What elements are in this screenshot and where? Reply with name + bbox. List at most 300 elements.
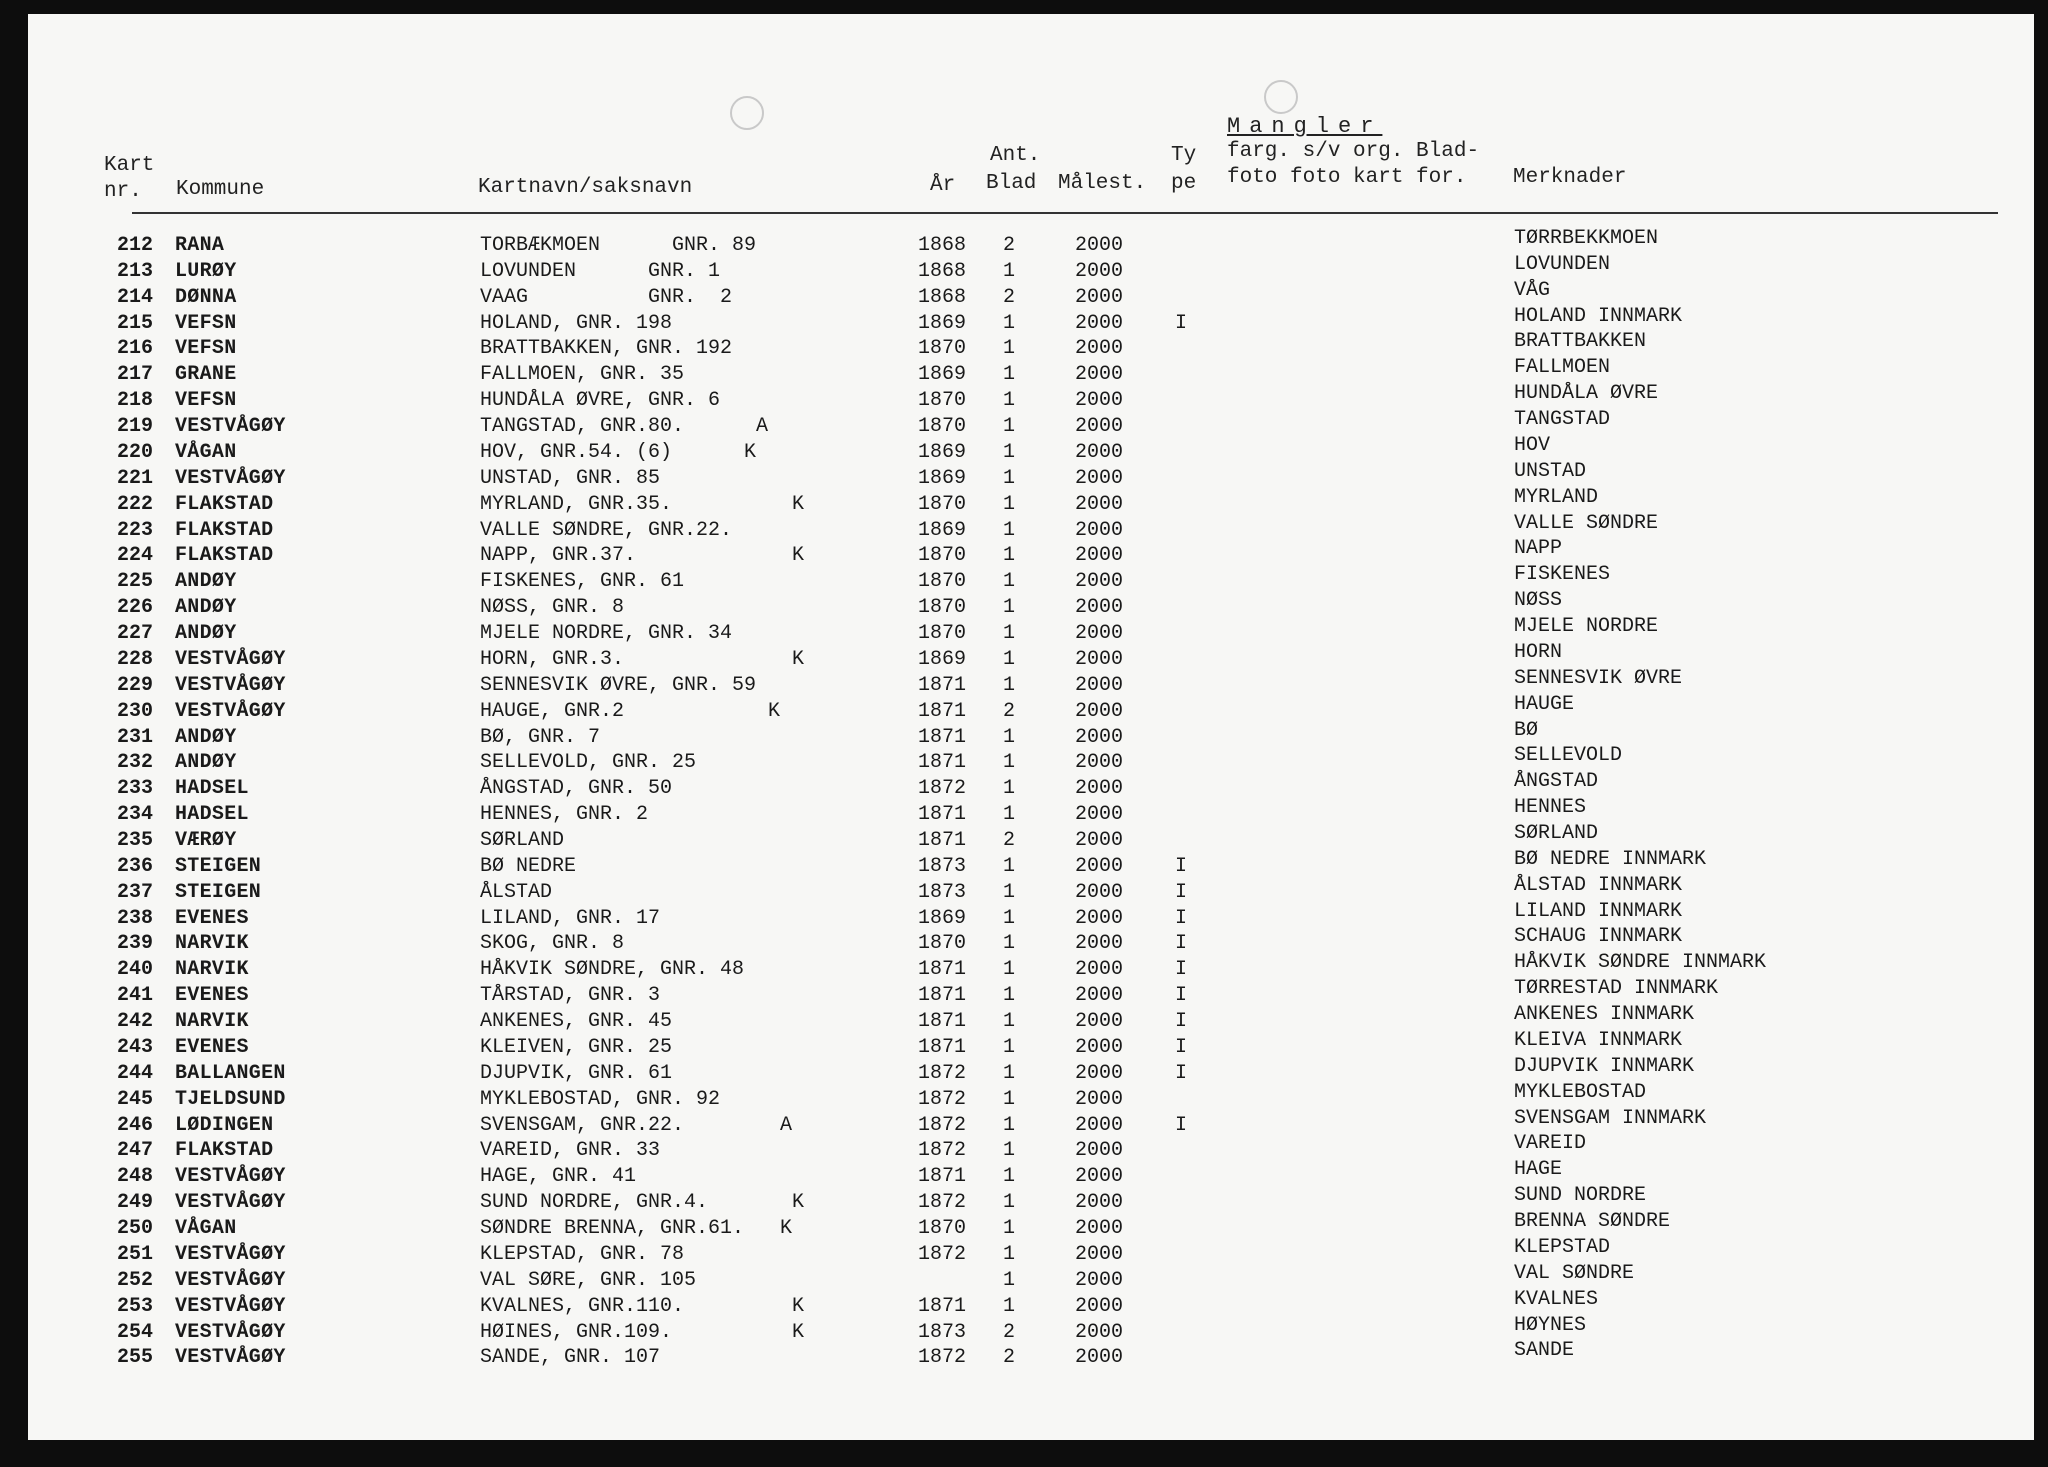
kartnavn-cell: SANDE, GNR. 107 bbox=[480, 1346, 661, 1370]
header-ant: Ant. bbox=[990, 144, 1041, 167]
kommune-cell: STEIGEN bbox=[175, 880, 262, 904]
year-cell: 1869 bbox=[918, 518, 967, 542]
malestokk-cell: 2000 bbox=[1075, 596, 1124, 620]
kartnavn-cell: MYKLEBOSTAD, GNR. 92 bbox=[480, 1087, 721, 1111]
type-cell: I bbox=[1175, 880, 1188, 904]
malestokk-cell: 2000 bbox=[1075, 1087, 1124, 1111]
malestokk-cell: 2000 bbox=[1075, 854, 1124, 878]
blad-cell: 1 bbox=[1003, 958, 1016, 982]
malestokk-cell: 2000 bbox=[1075, 777, 1124, 801]
kartnavn-cell: LILAND, GNR. 17 bbox=[480, 906, 661, 930]
merknad-cell: NØSS bbox=[1514, 589, 1563, 613]
kommune-cell: NARVIK bbox=[175, 1010, 249, 1034]
kommune-cell: NARVIK bbox=[175, 932, 249, 956]
kartnavn-cell: UNSTAD, GNR. 85 bbox=[480, 466, 661, 490]
blad-cell: 1 bbox=[1003, 1061, 1016, 1085]
kartnavn-cell: MJELE NORDRE, GNR. 34 bbox=[480, 622, 733, 646]
merknad-cell: MYRLAND bbox=[1514, 485, 1599, 509]
merknad-cell: FALLMOEN bbox=[1514, 356, 1611, 380]
table-row bbox=[28, 615, 2034, 648]
table-row bbox=[28, 1106, 2034, 1140]
malestokk-cell: 2000 bbox=[1075, 259, 1124, 283]
merknad-cell: HOV bbox=[1514, 433, 1551, 457]
year-cell: 1872 bbox=[918, 1061, 967, 1085]
malestokk-cell: 2000 bbox=[1075, 440, 1124, 464]
header-kart: Kart bbox=[104, 154, 155, 177]
kommune-cell: LØDINGEN bbox=[175, 1113, 274, 1137]
blad-cell: 1 bbox=[1003, 363, 1016, 387]
merknad-cell: TØRRBEKKMOEN bbox=[1514, 227, 1659, 250]
merknad-cell: BRENNA SØNDRE bbox=[1514, 1210, 1671, 1234]
kommune-cell: EVENES bbox=[175, 984, 249, 1008]
year-cell: 1868 bbox=[918, 259, 967, 283]
blad-cell: 1 bbox=[1003, 984, 1016, 1008]
kart-number: 253 bbox=[117, 1294, 154, 1318]
type-cell: I bbox=[1175, 958, 1188, 982]
kartnavn-cell: BØ, GNR. 7 bbox=[480, 725, 601, 749]
header-aar: År bbox=[930, 174, 956, 197]
kart-number: 233 bbox=[117, 777, 154, 801]
kommune-cell: FLAKSTAD bbox=[175, 544, 274, 568]
malestokk-cell: 2000 bbox=[1075, 1242, 1124, 1266]
header-pe: pe bbox=[1171, 172, 1197, 195]
year-cell: 1871 bbox=[918, 751, 967, 775]
table-row bbox=[28, 692, 2034, 726]
year-cell: 1871 bbox=[918, 1294, 967, 1318]
merknad-cell: LILAND INNMARK bbox=[1514, 899, 1683, 923]
header-nr: nr. bbox=[104, 180, 142, 203]
merknad-cell: VAL SØNDRE bbox=[1514, 1261, 1635, 1285]
malestokk-cell: 2000 bbox=[1075, 725, 1124, 749]
table-row bbox=[28, 227, 2034, 260]
kommune-cell: HADSEL bbox=[175, 803, 249, 827]
malestokk-cell: 2000 bbox=[1075, 363, 1124, 387]
malestokk-cell: 2000 bbox=[1075, 285, 1124, 309]
header-kommune: Kommune bbox=[176, 178, 265, 201]
kommune-cell: VESTVÅGØY bbox=[175, 1268, 286, 1292]
kart-number: 224 bbox=[117, 544, 154, 568]
kartnavn-cell: MYRLAND, GNR.35. K bbox=[480, 492, 805, 516]
kart-number: 234 bbox=[117, 803, 154, 827]
kart-number: 231 bbox=[117, 725, 154, 749]
kartnavn-cell: VAL SØRE, GNR. 105 bbox=[480, 1268, 697, 1292]
blad-cell: 1 bbox=[1003, 1242, 1016, 1266]
malestokk-cell: 2000 bbox=[1075, 311, 1124, 335]
merknad-cell: HØYNES bbox=[1514, 1313, 1587, 1337]
kart-number: 216 bbox=[117, 337, 154, 361]
punch-hole-left bbox=[730, 96, 764, 130]
kart-number: 250 bbox=[117, 1217, 154, 1241]
blad-cell: 1 bbox=[1003, 932, 1016, 956]
kommune-cell: VEFSN bbox=[175, 311, 237, 335]
table-row bbox=[28, 1210, 2034, 1243]
kart-number: 212 bbox=[117, 234, 154, 257]
kart-number: 227 bbox=[117, 622, 154, 646]
blad-cell: 1 bbox=[1003, 518, 1016, 542]
kartnavn-cell: HAGE, GNR. 41 bbox=[480, 1165, 637, 1189]
merknad-cell: HOLAND INNMARK bbox=[1514, 304, 1683, 328]
kartnavn-cell: SUND NORDRE, GNR.4. K bbox=[480, 1191, 805, 1215]
kart-number: 219 bbox=[117, 415, 154, 439]
blad-cell: 1 bbox=[1003, 906, 1016, 930]
table-row bbox=[28, 433, 2034, 467]
kartnavn-cell: ANKENES, GNR. 45 bbox=[480, 1010, 673, 1034]
kommune-cell: VÅGAN bbox=[175, 440, 237, 464]
header-mangler: Mangler bbox=[1227, 114, 1383, 139]
kommune-cell: ANDØY bbox=[175, 725, 237, 749]
table-row bbox=[28, 873, 2034, 907]
kartnavn-cell: SKOG, GNR. 8 bbox=[480, 932, 625, 956]
kartnavn-cell: BRATTBAKKEN, GNR. 192 bbox=[480, 337, 733, 361]
kommune-cell: EVENES bbox=[175, 1035, 249, 1059]
blad-cell: 1 bbox=[1003, 415, 1016, 439]
blad-cell: 1 bbox=[1003, 337, 1016, 361]
merknad-cell: MJELE NORDRE bbox=[1514, 615, 1659, 639]
year-cell: 1870 bbox=[918, 544, 967, 568]
year-cell: 1871 bbox=[918, 1010, 967, 1034]
table-row bbox=[28, 1184, 2034, 1217]
kart-number: 228 bbox=[117, 647, 154, 671]
table-row bbox=[28, 744, 2034, 777]
kommune-cell: LURØY bbox=[175, 259, 237, 283]
malestokk-cell: 2000 bbox=[1075, 466, 1124, 490]
kommune-cell: VESTVÅGØY bbox=[175, 1346, 286, 1370]
kart-number: 244 bbox=[117, 1061, 154, 1085]
table-row bbox=[28, 511, 2034, 545]
kart-number: 230 bbox=[117, 699, 154, 723]
kommune-cell: FLAKSTAD bbox=[175, 492, 274, 516]
merknad-cell: VALLE SØNDRE bbox=[1514, 511, 1659, 535]
malestokk-cell: 2000 bbox=[1075, 1217, 1124, 1241]
table-row bbox=[28, 1287, 2034, 1321]
kart-number: 249 bbox=[117, 1191, 154, 1215]
blad-cell: 1 bbox=[1003, 1087, 1016, 1111]
type-cell: I bbox=[1175, 1113, 1188, 1137]
kartnavn-cell: VALLE SØNDRE, GNR.22. bbox=[480, 518, 733, 542]
header-blad: Blad bbox=[986, 172, 1037, 195]
kartnavn-cell: VAREID, GNR. 33 bbox=[480, 1139, 661, 1163]
kartnavn-cell: HUNDÅLA ØVRE, GNR. 6 bbox=[480, 389, 721, 413]
table-row bbox=[28, 1339, 2034, 1372]
type-cell: I bbox=[1175, 1010, 1188, 1034]
document-page bbox=[28, 14, 2034, 1440]
kommune-cell: VESTVÅGØY bbox=[175, 1191, 286, 1215]
kartnavn-cell: NØSS, GNR. 8 bbox=[480, 596, 625, 620]
blad-cell: 1 bbox=[1003, 1268, 1016, 1292]
merknad-cell: SØRLAND bbox=[1514, 822, 1599, 845]
kommune-cell: VESTVÅGØY bbox=[175, 1242, 286, 1266]
blad-cell: 1 bbox=[1003, 1191, 1016, 1215]
malestokk-cell: 2000 bbox=[1075, 906, 1124, 930]
table-row bbox=[28, 951, 2034, 984]
merknad-cell: NAPP bbox=[1514, 537, 1563, 561]
merknad-cell: KLEPSTAD bbox=[1514, 1235, 1611, 1259]
type-cell: I bbox=[1175, 1061, 1188, 1085]
merknad-cell: BRATTBAKKEN bbox=[1514, 330, 1647, 354]
kart-number: 236 bbox=[117, 854, 154, 878]
blad-cell: 2 bbox=[1003, 1346, 1016, 1370]
malestokk-cell: 2000 bbox=[1075, 518, 1124, 542]
kart-number: 255 bbox=[117, 1346, 154, 1370]
blad-cell: 1 bbox=[1003, 1010, 1016, 1034]
table-row bbox=[28, 1132, 2034, 1165]
kart-number: 242 bbox=[117, 1010, 154, 1034]
malestokk-cell: 2000 bbox=[1075, 1061, 1124, 1085]
table-row bbox=[28, 770, 2034, 803]
kommune-cell: VESTVÅGØY bbox=[175, 1320, 286, 1344]
table-row bbox=[28, 304, 2034, 338]
table-row bbox=[28, 847, 2034, 881]
kommune-cell: BALLANGEN bbox=[175, 1061, 286, 1085]
type-cell: I bbox=[1175, 932, 1188, 956]
kart-number: 248 bbox=[117, 1165, 154, 1189]
kartnavn-cell: HENNES, GNR. 2 bbox=[480, 803, 649, 827]
table-row bbox=[28, 1158, 2034, 1191]
kommune-cell: DØNNA bbox=[175, 285, 237, 309]
blad-cell: 2 bbox=[1003, 1320, 1016, 1344]
table-row bbox=[28, 356, 2034, 389]
year-cell: 1869 bbox=[918, 466, 967, 490]
year-cell: 1872 bbox=[918, 1191, 967, 1215]
kommune-cell: ANDØY bbox=[175, 751, 237, 775]
blad-cell: 1 bbox=[1003, 389, 1016, 413]
table-row bbox=[28, 252, 2034, 286]
malestokk-cell: 2000 bbox=[1075, 389, 1124, 413]
merknad-cell: LOVUNDEN bbox=[1514, 252, 1611, 276]
year-cell: 1873 bbox=[918, 1320, 967, 1344]
year-cell: 1872 bbox=[918, 1139, 967, 1163]
kommune-cell: VEFSN bbox=[175, 389, 237, 413]
kart-number: 225 bbox=[117, 570, 154, 594]
table-row bbox=[28, 330, 2034, 363]
year-cell: 1870 bbox=[918, 415, 967, 439]
kommune-cell: ANDØY bbox=[175, 596, 237, 620]
year-cell: 1870 bbox=[918, 389, 967, 413]
kart-number: 238 bbox=[117, 906, 154, 930]
merknad-cell: HAGE bbox=[1514, 1158, 1563, 1182]
kartnavn-cell: SØNDRE BRENNA, GNR.61. K bbox=[480, 1217, 793, 1241]
merknad-cell: SENNESVIK ØVRE bbox=[1514, 666, 1683, 690]
kommune-cell: NARVIK bbox=[175, 958, 249, 982]
kartnavn-cell: BØ NEDRE bbox=[480, 854, 577, 878]
kommune-cell: STEIGEN bbox=[175, 854, 262, 878]
kommune-cell: VEFSN bbox=[175, 337, 237, 361]
type-cell: I bbox=[1175, 311, 1188, 335]
merknad-cell: ÅNGSTAD bbox=[1514, 770, 1599, 794]
merknad-cell: SUND NORDRE bbox=[1514, 1184, 1647, 1208]
kommune-cell: VESTVÅGØY bbox=[175, 1294, 286, 1318]
blad-cell: 1 bbox=[1003, 1035, 1016, 1059]
year-cell: 1871 bbox=[918, 699, 967, 723]
kommune-cell: VESTVÅGØY bbox=[175, 647, 286, 671]
kart-number: 215 bbox=[117, 311, 154, 335]
blad-cell: 1 bbox=[1003, 466, 1016, 490]
kommune-cell: FLAKSTAD bbox=[175, 518, 274, 542]
malestokk-cell: 2000 bbox=[1075, 699, 1124, 723]
table-row bbox=[28, 718, 2034, 752]
kartnavn-cell: NAPP, GNR.37. K bbox=[480, 544, 805, 568]
malestokk-cell: 2000 bbox=[1075, 544, 1124, 568]
year-cell: 1869 bbox=[918, 363, 967, 387]
year-cell: 1870 bbox=[918, 1217, 967, 1241]
blad-cell: 1 bbox=[1003, 1113, 1016, 1137]
merknad-cell: VÅG bbox=[1514, 278, 1551, 302]
kartnavn-cell: TANGSTAD, GNR.80. A bbox=[480, 415, 769, 439]
kart-number: 251 bbox=[117, 1242, 154, 1266]
malestokk-cell: 2000 bbox=[1075, 1113, 1124, 1137]
punch-hole-right bbox=[1264, 80, 1298, 114]
kartnavn-cell: KLEIVEN, GNR. 25 bbox=[480, 1035, 673, 1059]
malestokk-cell: 2000 bbox=[1075, 1035, 1124, 1059]
malestokk-cell: 2000 bbox=[1075, 880, 1124, 904]
malestokk-cell: 2000 bbox=[1075, 234, 1124, 257]
table-row bbox=[28, 408, 2034, 441]
table-row bbox=[28, 589, 2034, 622]
year-cell: 1872 bbox=[918, 1346, 967, 1370]
merknad-cell: HENNES bbox=[1514, 796, 1587, 820]
merknad-cell: HORN bbox=[1514, 640, 1563, 664]
kart-number: 229 bbox=[117, 673, 154, 697]
kart-number: 232 bbox=[117, 751, 154, 775]
kart-number: 237 bbox=[117, 880, 154, 904]
merknad-cell: BØ NEDRE INNMARK bbox=[1514, 847, 1707, 871]
type-cell: I bbox=[1175, 1035, 1188, 1059]
table-row bbox=[28, 278, 2034, 312]
blad-cell: 1 bbox=[1003, 751, 1016, 775]
blad-cell: 1 bbox=[1003, 1139, 1016, 1163]
table-row bbox=[28, 1261, 2034, 1295]
merknad-cell: TANGSTAD bbox=[1514, 408, 1611, 432]
table-row bbox=[28, 666, 2034, 700]
year-cell: 1869 bbox=[918, 647, 967, 671]
kommune-cell: VESTVÅGØY bbox=[175, 699, 286, 723]
kartnavn-cell: VAAG GNR. 2 bbox=[480, 285, 733, 309]
kartnavn-cell: FALLMOEN, GNR. 35 bbox=[480, 363, 685, 387]
merknad-cell: HAUGE bbox=[1514, 692, 1575, 716]
kartnavn-cell: FISKENES, GNR. 61 bbox=[480, 570, 685, 594]
header-mangler-line1: farg. s/v org. Blad- bbox=[1227, 140, 1480, 163]
kartnavn-cell: TORBÆKMOEN GNR. 89 bbox=[480, 234, 757, 257]
kart-number: 254 bbox=[117, 1320, 154, 1344]
year-cell: 1871 bbox=[918, 725, 967, 749]
year-cell: 1871 bbox=[918, 984, 967, 1008]
kommune-cell: VESTVÅGØY bbox=[175, 415, 286, 439]
header-mangler-line2: foto foto kart for. bbox=[1227, 166, 1467, 189]
type-cell: I bbox=[1175, 984, 1188, 1008]
year-cell: 1870 bbox=[918, 337, 967, 361]
blad-cell: 2 bbox=[1003, 234, 1016, 257]
year-cell: 1870 bbox=[918, 932, 967, 956]
kommune-cell: RANA bbox=[175, 234, 225, 257]
merknad-cell: ANKENES INNMARK bbox=[1514, 1003, 1695, 1027]
kart-number: 218 bbox=[117, 389, 154, 413]
table-row bbox=[28, 382, 2034, 415]
malestokk-cell: 2000 bbox=[1075, 1165, 1124, 1189]
merknad-cell: TØRRESTAD INNMARK bbox=[1514, 977, 1719, 1001]
blad-cell: 1 bbox=[1003, 1294, 1016, 1318]
malestokk-cell: 2000 bbox=[1075, 1320, 1124, 1344]
type-cell: I bbox=[1175, 906, 1188, 930]
header-malest: Målest. bbox=[1058, 172, 1147, 195]
kartnavn-cell: HØINES, GNR.109. K bbox=[480, 1320, 805, 1344]
year-cell: 1871 bbox=[918, 803, 967, 827]
kartnavn-cell: TÅRSTAD, GNR. 3 bbox=[480, 984, 661, 1008]
blad-cell: 1 bbox=[1003, 440, 1016, 464]
header-divider bbox=[132, 212, 1998, 214]
year-cell: 1871 bbox=[918, 829, 967, 852]
kart-number: 235 bbox=[117, 829, 154, 852]
kart-number: 214 bbox=[117, 285, 154, 309]
table-row bbox=[28, 796, 2034, 829]
blad-cell: 1 bbox=[1003, 1217, 1016, 1241]
year-cell: 1870 bbox=[918, 622, 967, 646]
merknad-cell: SCHAUG INNMARK bbox=[1514, 925, 1683, 949]
kartnavn-cell: HOLAND, GNR. 198 bbox=[480, 311, 673, 335]
kommune-cell: TJELDSUND bbox=[175, 1087, 286, 1111]
malestokk-cell: 2000 bbox=[1075, 1294, 1124, 1318]
malestokk-cell: 2000 bbox=[1075, 492, 1124, 516]
merknad-cell: HÅKVIK SØNDRE INNMARK bbox=[1514, 951, 1767, 975]
kart-number: 223 bbox=[117, 518, 154, 542]
kartnavn-cell: SELLEVOLD, GNR. 25 bbox=[480, 751, 697, 775]
kartnavn-cell: HÅKVIK SØNDRE, GNR. 48 bbox=[480, 958, 745, 982]
malestokk-cell: 2000 bbox=[1075, 1268, 1124, 1292]
blad-cell: 1 bbox=[1003, 777, 1016, 801]
header-ty: Ty bbox=[1171, 144, 1197, 167]
blad-cell: 1 bbox=[1003, 259, 1016, 283]
kart-number: 239 bbox=[117, 932, 154, 956]
kartnavn-cell: ÅNGSTAD, GNR. 50 bbox=[480, 777, 673, 801]
table-row bbox=[28, 899, 2034, 933]
malestokk-cell: 2000 bbox=[1075, 1346, 1124, 1370]
malestokk-cell: 2000 bbox=[1075, 570, 1124, 594]
kommune-cell: ANDØY bbox=[175, 622, 237, 646]
blad-cell: 1 bbox=[1003, 647, 1016, 671]
malestokk-cell: 2000 bbox=[1075, 647, 1124, 671]
table-row bbox=[28, 640, 2034, 674]
malestokk-cell: 2000 bbox=[1075, 1139, 1124, 1163]
malestokk-cell: 2000 bbox=[1075, 337, 1124, 361]
kartnavn-cell: HORN, GNR.3. K bbox=[480, 647, 805, 671]
malestokk-cell: 2000 bbox=[1075, 932, 1124, 956]
kart-number: 221 bbox=[117, 466, 154, 490]
kartnavn-cell: ÅLSTAD bbox=[480, 880, 553, 904]
table-row bbox=[28, 485, 2034, 519]
merknad-cell: DJUPVIK INNMARK bbox=[1514, 1054, 1695, 1078]
merknad-cell: UNSTAD bbox=[1514, 459, 1587, 483]
table-row bbox=[28, 977, 2034, 1010]
kart-number: 243 bbox=[117, 1035, 154, 1059]
merknad-cell: BØ bbox=[1514, 718, 1539, 742]
kommune-cell: VESTVÅGØY bbox=[175, 673, 286, 697]
kartnavn-cell: SVENSGAM, GNR.22. A bbox=[480, 1113, 793, 1137]
blad-cell: 1 bbox=[1003, 544, 1016, 568]
year-cell: 1871 bbox=[918, 1035, 967, 1059]
table-row bbox=[28, 459, 2034, 493]
year-cell: 1873 bbox=[918, 854, 967, 878]
malestokk-cell: 2000 bbox=[1075, 415, 1124, 439]
blad-cell: 1 bbox=[1003, 570, 1016, 594]
kartnavn-cell: HOV, GNR.54. (6) K bbox=[480, 440, 757, 464]
table-row bbox=[28, 537, 2034, 570]
year-cell: 1871 bbox=[918, 958, 967, 982]
year-cell: 1869 bbox=[918, 906, 967, 930]
year-cell: 1871 bbox=[918, 1165, 967, 1189]
blad-cell: 1 bbox=[1003, 1165, 1016, 1189]
table-row bbox=[28, 1003, 2034, 1036]
blad-cell: 1 bbox=[1003, 311, 1016, 335]
malestokk-cell: 2000 bbox=[1075, 829, 1124, 852]
